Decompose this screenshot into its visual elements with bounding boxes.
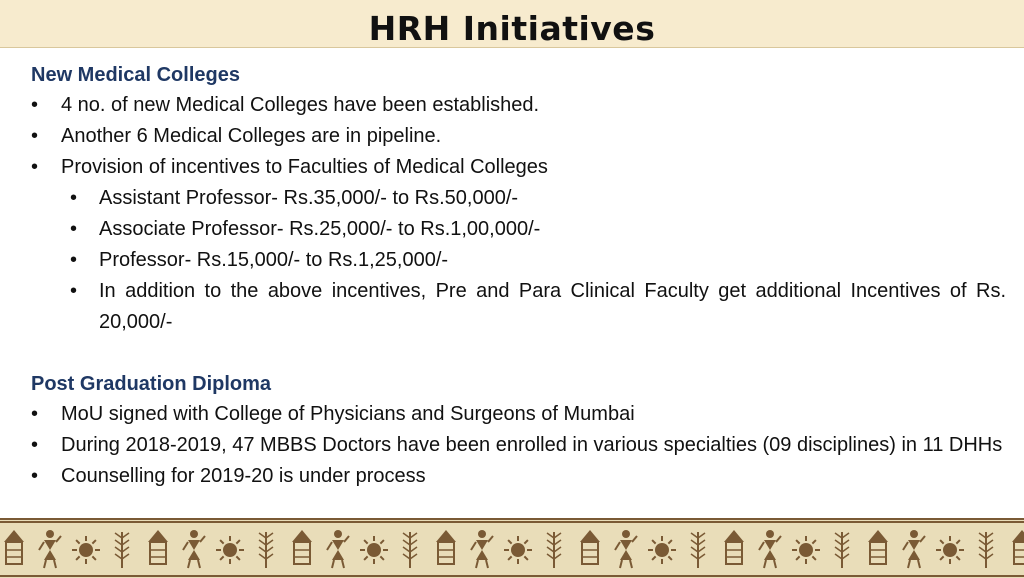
- sub-list-item: • Assistant Professor- Rs.35,000/- to Rs.50,000/-: [31, 183, 1006, 214]
- list-item: • MoU signed with College of Physicians and Surgeons of Mumbai: [31, 399, 1006, 430]
- new-medical-colleges-list: [31, 90, 1006, 338]
- bullet-icon: •: [70, 218, 78, 240]
- bullet-icon: •: [31, 156, 39, 178]
- post-graduation-diploma-list: [31, 399, 1006, 492]
- tribal-art-border: [0, 518, 1024, 578]
- bullet-icon: •: [31, 94, 39, 116]
- slide-body: [31, 60, 1006, 492]
- list-item: • Another 6 Medical Colleges are in pipeline.: [31, 121, 1006, 152]
- warli-pattern-icon: [0, 520, 1024, 578]
- section-heading-new-medical-colleges: New Medical Colleges: [31, 64, 240, 86]
- list-item: • Counselling for 2019-20 is under process: [31, 461, 1006, 492]
- bullet-icon: •: [70, 187, 78, 209]
- bullet-icon: •: [31, 465, 39, 487]
- section-spacer: [31, 338, 1006, 369]
- bullet-icon: •: [70, 249, 78, 271]
- list-item: • 4 no. of new Medical Colleges have been established.: [31, 90, 1006, 121]
- bullet-icon: •: [31, 403, 39, 425]
- list-item: • Provision of incentives to Faculties of Medical Colleges: [31, 152, 1006, 183]
- section-heading-post-graduation-diploma: Post Graduation Diploma: [31, 373, 272, 395]
- sub-list-item: • In addition to the above incentives, Pre and Para Clinical Faculty get additional Incentives of Rs. 20,000/-: [31, 276, 1006, 338]
- slide-title: HRH Initiatives: [368, 9, 656, 48]
- sub-list-item: • Associate Professor- Rs.25,000/- to Rs.1,00,000/-: [31, 214, 1006, 245]
- bullet-icon: •: [31, 434, 39, 456]
- sub-list-item: • Professor- Rs.15,000/- to Rs.1,25,000/-: [31, 245, 1006, 276]
- list-item: • During 2018-2019, 47 MBBS Doctors have been enrolled in various specialties (09 disciplines) in 11 DHHs: [31, 430, 1006, 461]
- title-band: [0, 0, 1024, 48]
- bullet-icon: •: [31, 125, 39, 147]
- bullet-icon: •: [70, 280, 78, 302]
